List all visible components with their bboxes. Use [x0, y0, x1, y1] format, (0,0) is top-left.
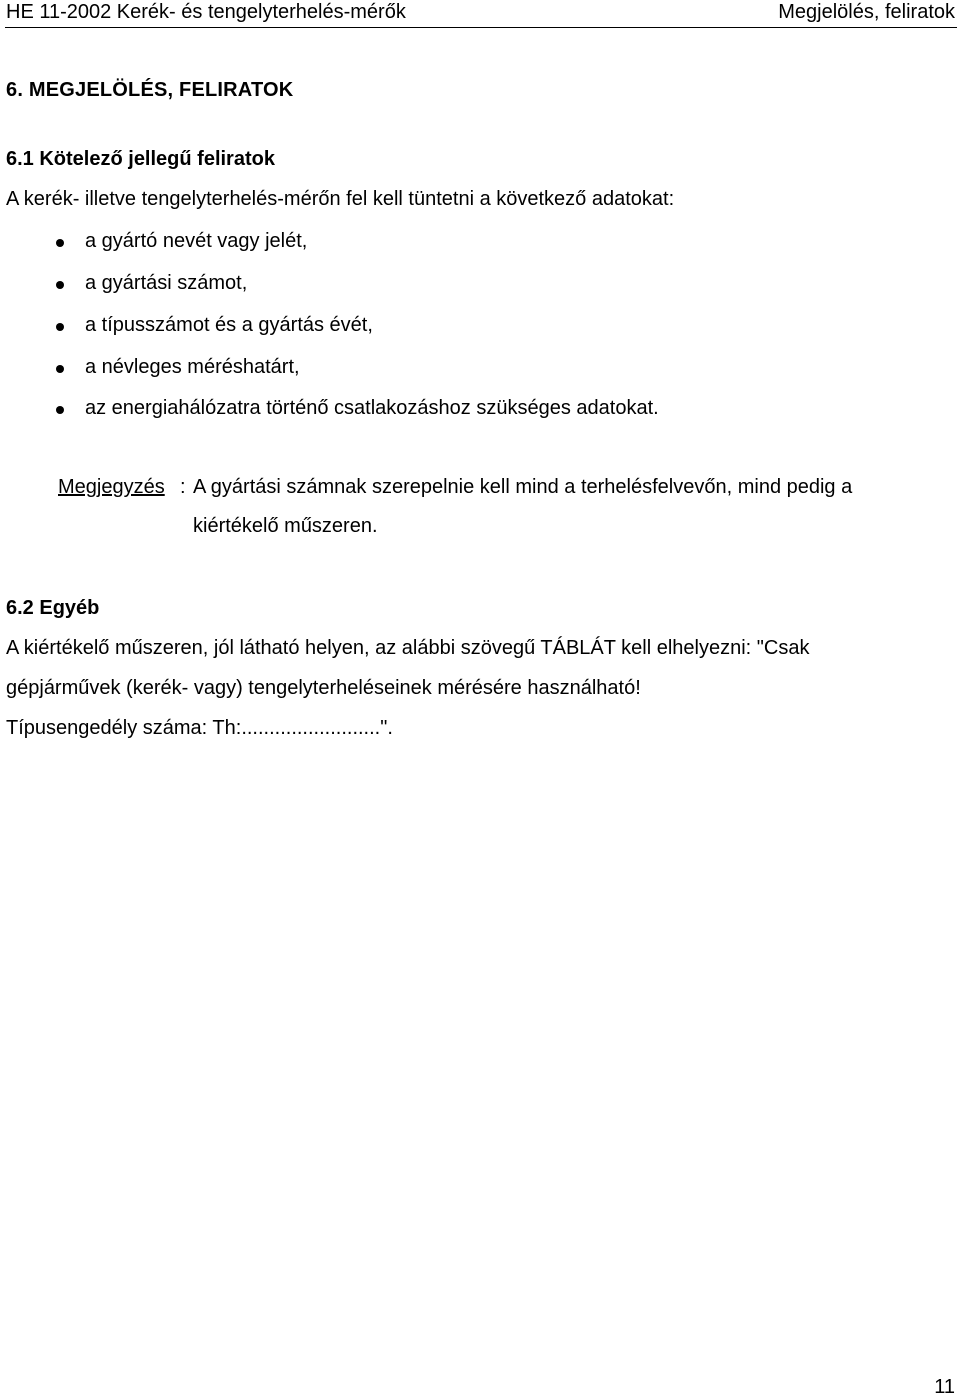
paragraph-line: A kiértékelő műszeren, jól látható helyen, az alábbi szövegű TÁBLÁT kell elhelyezni: "Csak [6, 637, 810, 659]
intro-paragraph: A kerék- illetve tengelyterhelés-mérőn fel kell tüntetni a következő adatokat: [6, 188, 675, 210]
paragraph-line: gépjárművek (kerék- vagy) tengelyterheléseinek mérésére használható! [6, 677, 641, 699]
note-colon: : [180, 476, 186, 498]
section-heading: 6. MEGJELÖLÉS, FELIRATOK [6, 79, 294, 101]
note-label: Megjegyzés [58, 476, 165, 498]
header-document-title: HE 11-2002 Kerék- és tengelyterhelés-mérők [6, 1, 406, 23]
bullet-icon [56, 281, 64, 289]
header-divider [5, 27, 957, 28]
list-item-text: a típusszámot és a gyártás évét, [85, 314, 373, 336]
note-text-line: A gyártási számnak szerepelnie kell mind a terhelésfelvevőn, mind pedig a [193, 476, 853, 498]
bullet-icon [56, 239, 64, 247]
subsection-heading-6-2: 6.2 Egyéb [6, 597, 100, 619]
list-item-text: a gyártási számot, [85, 272, 248, 294]
note-text-line: kiértékelő műszeren. [193, 515, 378, 537]
list-item-text: az energiahálózatra történő csatlakozáshoz szükséges adatokat. [85, 397, 659, 419]
page-header [0, 0, 960, 30]
list-item-text: a névleges méréshatárt, [85, 356, 300, 378]
bullet-icon [56, 323, 64, 331]
bullet-icon [56, 406, 64, 414]
header-section-title: Megjelölés, feliratok [778, 1, 955, 23]
list-item-text: a gyártó nevét vagy jelét, [85, 230, 308, 252]
bullet-icon [56, 365, 64, 373]
paragraph-line: Típusengedély száma: Th:.........................". [6, 717, 393, 739]
subsection-heading-6-1: 6.1 Kötelező jellegű feliratok [6, 148, 275, 170]
page-number: 11 [934, 1376, 955, 1398]
